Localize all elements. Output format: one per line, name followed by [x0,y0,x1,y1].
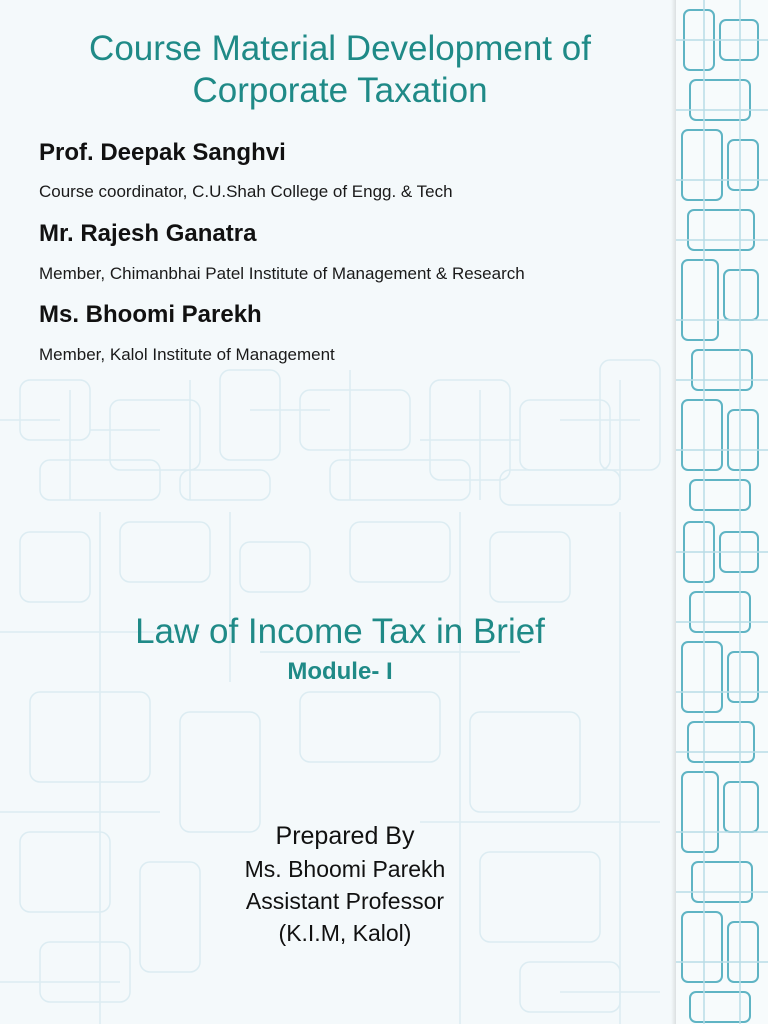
decorative-strip [676,512,768,1024]
decorative-strip [676,0,768,512]
prepared-by-heading: Prepared By [275,822,415,850]
course-title-line-1: Course Material Development of [89,29,591,68]
course-title-line-2: Corporate Taxation [192,71,488,110]
course-title [0,28,680,112]
preparer-institution: (K.I.M, Kalol) [278,920,412,946]
person-role-2: Member, Chimanbhai Patel Institute of Management & Research [39,264,525,283]
person-name-2: Mr. Rajesh Ganatra [39,220,257,247]
person-role-1: Course coordinator, C.U.Shah College of Engg. & Tech [39,182,453,201]
person-name-1: Prof. Deepak Sanghvi [39,139,286,166]
background-pattern [0,512,768,1024]
person-role-3: Member, Kalol Institute of Management [39,345,335,364]
preparer-title: Assistant Professor [245,888,445,914]
preparer-name: Ms. Bhoomi Parekh [244,856,446,882]
person-name-3: Ms. Bhoomi Parekh [39,301,262,328]
module-title: Law of Income Tax in Brief [135,612,545,651]
slide-module-title [0,512,768,1024]
module-number: Module- I [287,658,393,685]
